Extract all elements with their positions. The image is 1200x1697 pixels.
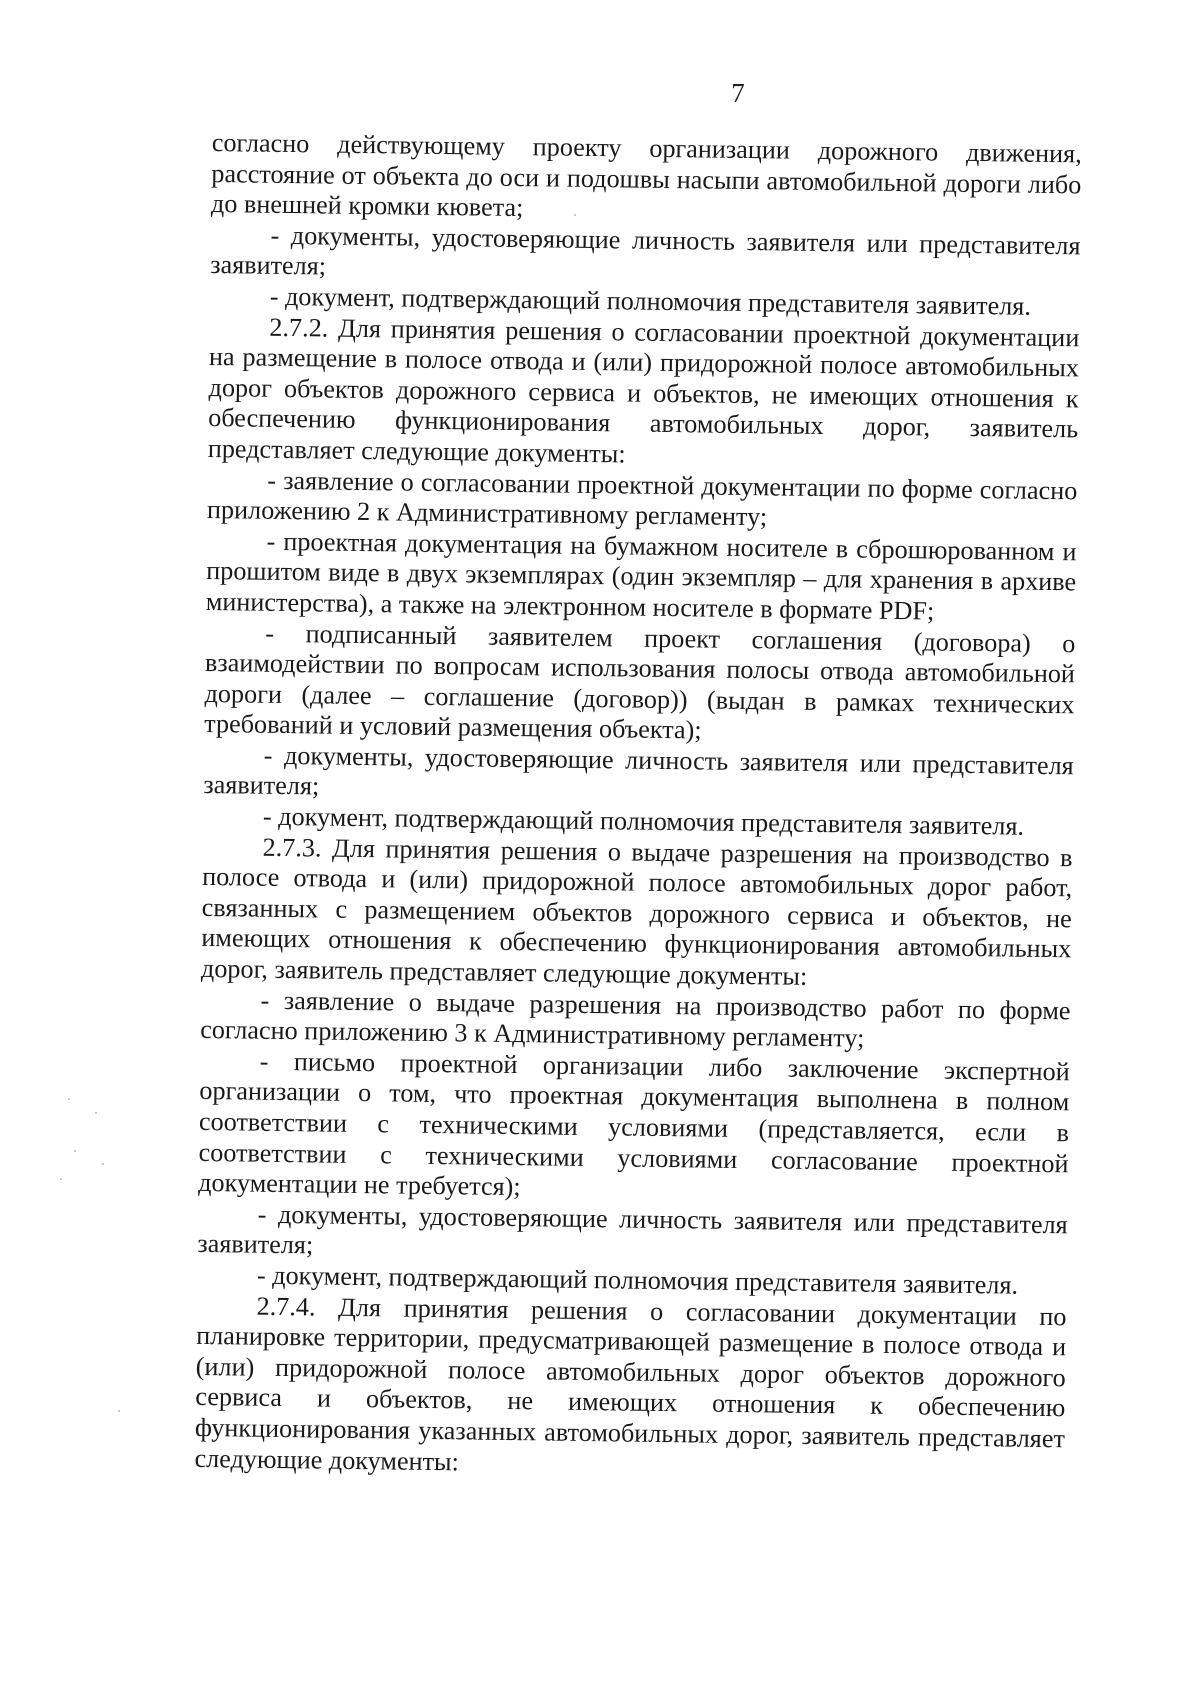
section-paragraph-2-7-4: 2.7.4. Для принятия решения о согласовании документации по планировке территории, предусматривающей размещение в полосе отвода и (или) придорожной полосе автомобильных дорог объектов дорожного сервиса и объектов, не имеющих отношения к обеспечению функционирования указанных автомобильных дорог, заявитель представляет следующие документы: [194, 1291, 1067, 1476]
scan-speck [102, 1163, 104, 1165]
section-paragraph-2-7-3: 2.7.3. Для принятия решения о выдаче разрешения на производство в полосе отвода и (или) придорожной полосе автомобильных дорог работ, связанных с размещением объектов дорожного сервиса и объектов, не имеющих отношения к обеспечению функционирования автомобильных дорог, заявитель представляет следующие документы: [200, 832, 1073, 991]
list-item: - документы, удостоверяющие личность заявителя или представителя заявителя; [210, 220, 1081, 281]
document-body [194, 128, 1082, 1485]
scan-speck [95, 1112, 97, 1114]
list-item: - проектная документация на бумажном носителе в сброшюрованном и прошитом виде в двух экземплярах (один экземпляр – для хранения в архиве министерства), а также на электронном носителе в формате PDF; [205, 526, 1077, 626]
section-paragraph-2-7-2: 2.7.2. Для принятия решения о согласовании проектной документации на размещение в полосе отвода и (или) придорожной полосе автомобильных дорог объектов дорожного сервиса и объектов, не имеющих отношения к обеспечению функционирования автомобильных дорог, заявитель представляет следующие документы: [207, 312, 1080, 469]
scan-speck [60, 1178, 62, 1180]
scan-speck [74, 1150, 76, 1152]
list-item: - заявление о выдаче разрешения на производство работ по форме согласно приложению 3 к Административному регламенту; [200, 985, 1071, 1053]
paragraph: согласно действующему проекту организации дорожного движения, расстояние от объекта до оси и подошвы насыпи автомобильной дороги либо до внешней кромки кювета; [210, 128, 1082, 223]
list-item: - подписанный заявителем проект соглашения (договора) о взаимодействии по вопросам использования полосы отвода автомобильной дороги (далее – соглашение (договор)) (выдан в рамках технических требований и условий размещения объекта); [204, 618, 1076, 745]
list-item: - документы, удостоверяющие личность заявителя или представителя заявителя; [197, 1199, 1068, 1260]
list-item: - письмо проектной организации либо заключение экспертной организации о том, что проектная документация выполнена в полном соответствии с техническими условиями (представляется, если в соответствии с техническими условиями согласование проектной документации не требуется); [198, 1046, 1070, 1202]
list-item: - документы, удостоверяющие личность заявителя или представителя заявителя; [203, 740, 1074, 801]
page-number: 7 [731, 78, 745, 108]
scan-speck [574, 214, 576, 216]
scan-speck [118, 1410, 120, 1412]
scan-speck [68, 1098, 70, 1100]
list-item: - заявление о согласовании проектной документации по форме согласно приложению 2 к Административному регламенту; [206, 465, 1078, 532]
list-item: - документ, подтверждающий полномочия представителя заявителя. [269, 281, 1032, 321]
list-item: - документ, подтверждающий полномочия представителя заявителя. [256, 1260, 1019, 1300]
list-item: - документ, подтверждающий полномочия представителя заявителя. [262, 801, 1025, 841]
